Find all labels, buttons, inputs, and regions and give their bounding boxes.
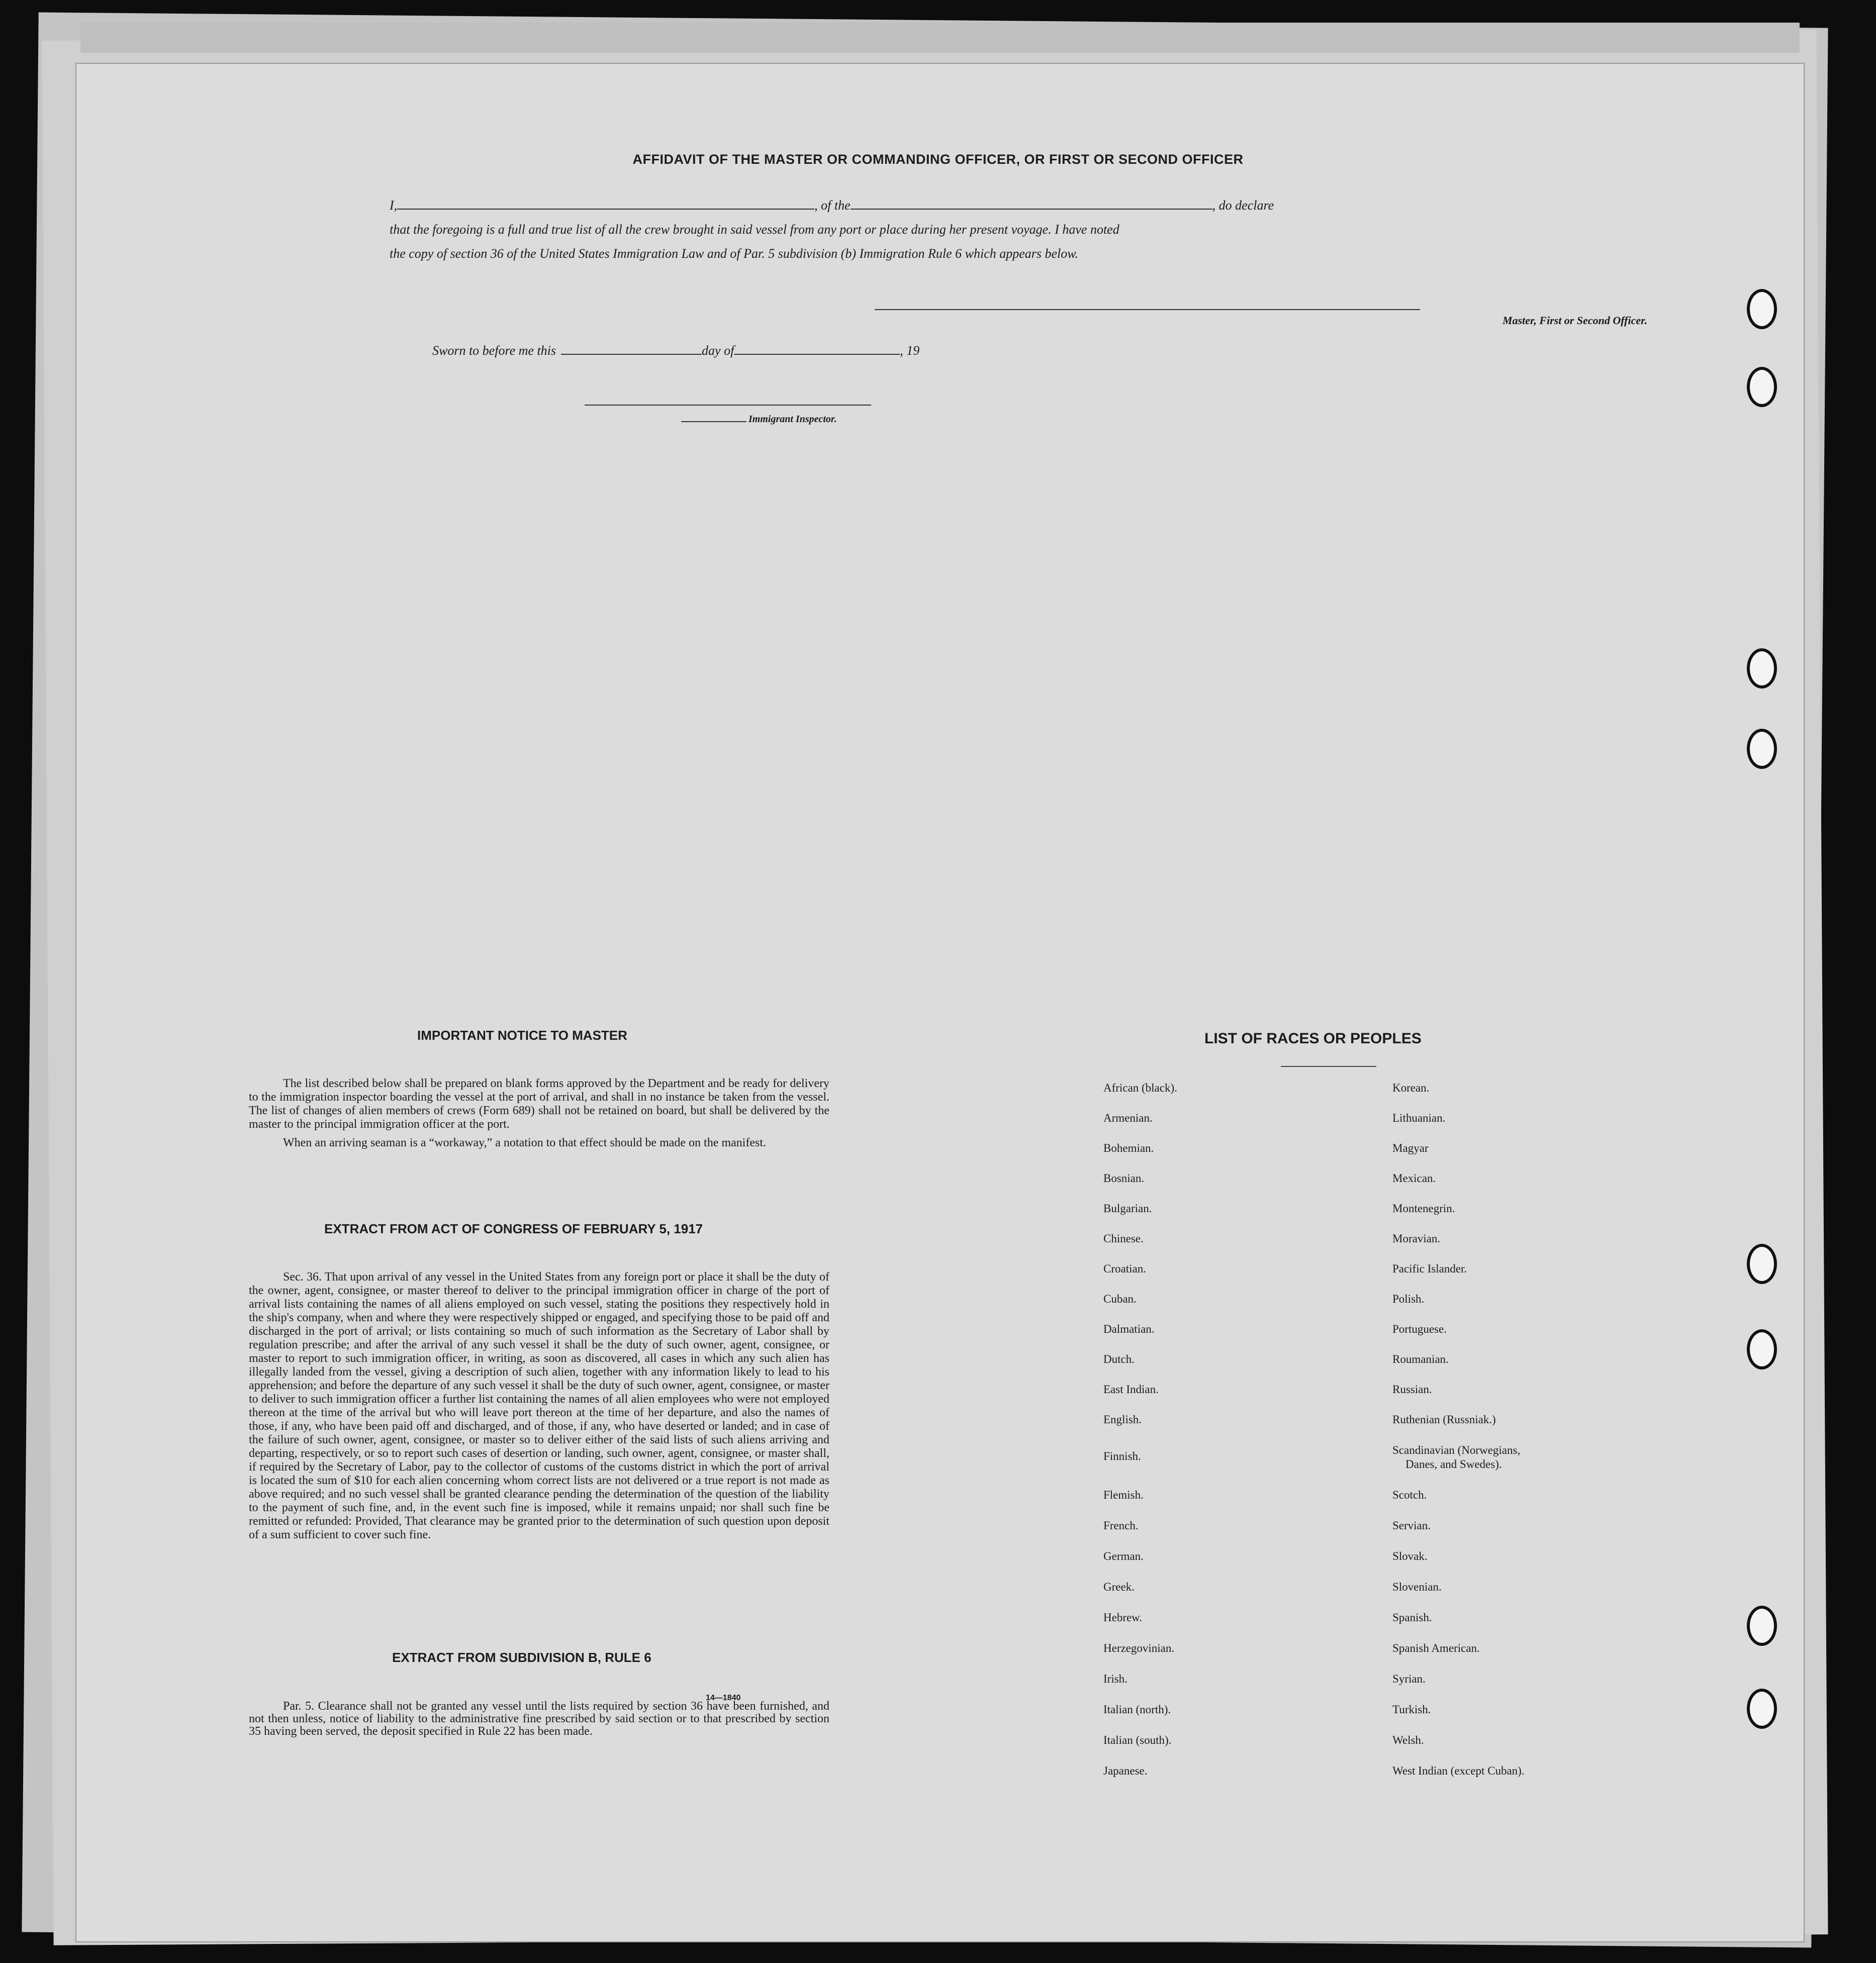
rule-body <box>249 1700 829 1743</box>
race-item: Turkish. <box>1392 1703 1431 1716</box>
notice-title: IMPORTANT NOTICE TO MASTER <box>417 1028 627 1043</box>
race-item: Russian. <box>1392 1383 1432 1396</box>
race-item: French. <box>1103 1519 1139 1532</box>
race-item: Portuguese. <box>1392 1323 1447 1335</box>
binder-ring-icon <box>1747 1606 1777 1646</box>
binder-rings <box>1704 63 1805 1942</box>
race-item: African (black). <box>1103 1082 1177 1094</box>
inspector-signature-line <box>585 405 871 406</box>
act-paragraph: Sec. 36. That upon arrival of any vessel in the United States from any foreign port or place it shall be the duty of the owner, agent, consignee, or master thereof to deliver to the principal immigration officer in charge of the port of arrival lists containing the names of all aliens employed on such vessel, stating the positions they respectively hold in the ship's company, when and where they were respectively shipped or engaged, and specifying those to be paid off and discharged in the port of arrival; or lists containing so much of such information as the Secretary of Labor shall by regulation prescribe; and after the arrival of any such vessel it shall be the duty of such owner, agent, consignee, or master to report to such immigration officer, in writing, as soon as discovered, all cases in which any such alien has illegally landed from the vessel, giving a description of such alien, together with any information likely to lead to his apprehension; and before the departure of any such vessel it shall be the duty of such owner, agent, consignee, or master to deliver to such immigration officer a further list containing the names of all alien employees who were not employed thereon at the time of the arrival but who will leave port thereon at the time of her departure, and also the names of those, if any, who have been paid off and discharged, and of those, if any, who have deserted or landed; and in case of the failure of such owner, agent, consignee, or master so to deliver either of the said lists of such aliens arriving and departing, respectively, or so to report such cases of desertion or landing, such owner, agent, consignee, or master shall, if required by the Secretary of Labor, pay to the collector of customs of the customs district in which the port of arrival is located the sum of $10 for each alien concerning whom correct lists are not delivered or a true report is not made as above required; and no such vessel shall be granted clearance pending the determination of the question of the liability to the payment of such fine, and, in the event such fine is imposed, while it remains unpaid; nor shall such fine be remitted or refunded: Provided, That clearance may be granted prior to the determination of such question upon deposit of a sum sufficient to cover such fine. <box>249 1270 829 1541</box>
race-item: Italian (south). <box>1103 1734 1172 1746</box>
act-title: EXTRACT FROM ACT OF CONGRESS OF FEBRUARY 5, 1917 <box>324 1221 703 1236</box>
race-item: Lithuanian. <box>1392 1112 1446 1124</box>
race-item: Roumanian. <box>1392 1353 1449 1365</box>
race-item-continued: Danes, and Swedes). <box>1405 1458 1502 1470</box>
race-item: Magyar <box>1392 1142 1429 1154</box>
binder-ring-icon <box>1747 1329 1777 1369</box>
race-item: Montenegrin. <box>1392 1202 1455 1215</box>
notice-body <box>249 1077 829 1155</box>
race-item: Flemish. <box>1103 1489 1144 1501</box>
form-code: 14—1840 <box>706 1694 741 1702</box>
race-item: Dalmatian. <box>1103 1323 1155 1335</box>
binder-ring-icon <box>1747 1689 1777 1729</box>
affidavit-text <box>390 193 1460 266</box>
binder-ring-icon <box>1747 648 1777 689</box>
act-body <box>249 1270 829 1547</box>
race-item: Ruthenian (Russniak.) <box>1392 1413 1496 1426</box>
affidavit-line1-start: I, <box>390 198 398 213</box>
race-item: Greek. <box>1103 1581 1135 1593</box>
race-item: Dutch. <box>1103 1353 1135 1365</box>
rule-paragraph: Par. 5. Clearance shall not be granted any vessel until the lists required by section 36 have been furnished, and not then unless, notice of liability to the administrative fine prescribed by said section or to that prescribed by section 35 having been served, the deposit specified in Rule 22 has been made. <box>249 1700 829 1738</box>
race-item: Bohemian. <box>1103 1142 1154 1154</box>
binder-ring-icon <box>1747 1244 1777 1284</box>
race-item: Cuban. <box>1103 1293 1137 1305</box>
race-item: Pacific Islander. <box>1392 1262 1467 1275</box>
signature-label: Master, First or Second Officer. <box>1502 314 1647 327</box>
binder-ring-icon <box>1747 729 1777 769</box>
month-blank <box>734 342 900 355</box>
race-item: Herzegovinian. <box>1103 1642 1175 1654</box>
race-item: Slovenian. <box>1392 1581 1442 1593</box>
race-item: Polish. <box>1392 1293 1425 1305</box>
race-item: Bosnian. <box>1103 1172 1145 1185</box>
vessel-blank <box>851 197 1212 210</box>
race-item: Bulgarian. <box>1103 1202 1152 1215</box>
race-item: Syrian. <box>1392 1673 1426 1685</box>
sworn-mid: day of <box>702 343 734 358</box>
affidavit-line2: that the foregoing is a full and true list of all the crew brought in said vessel from any port or place during her present voyage. I have noted <box>390 222 1119 237</box>
affidavit-title: AFFIDAVIT OF THE MASTER OR COMMANDING OFFICER, OR FIRST OR SECOND OFFICER <box>632 152 1244 167</box>
affidavit-line1-mid: , of the <box>814 198 851 213</box>
race-item: Slovak. <box>1392 1550 1428 1562</box>
race-item: Chinese. <box>1103 1232 1144 1245</box>
race-item: Irish. <box>1103 1673 1128 1685</box>
races-title: LIST OF RACES OR PEOPLES <box>1204 1030 1422 1047</box>
binder-ring-icon <box>1747 289 1777 329</box>
top-page-edge <box>80 23 1800 53</box>
affidavit-line3: the copy of section 36 of the United States Immigration Law and of Par. 5 subdivision (b) Immigration Rule 6 which appears below. <box>390 246 1079 261</box>
race-item: English. <box>1103 1413 1142 1426</box>
race-item: German. <box>1103 1550 1144 1562</box>
name-blank <box>397 197 814 210</box>
notice-paragraph: When an arriving seaman is a “workaway,” a notation to that effect should be made on the manifest. <box>283 1136 766 1149</box>
rule-title: EXTRACT FROM SUBDIVISION B, RULE 6 <box>392 1650 651 1665</box>
race-item: Servian. <box>1392 1519 1431 1532</box>
race-item: Scotch. <box>1392 1489 1427 1501</box>
sworn-end: , 19 <box>900 343 920 358</box>
race-item: Japanese. <box>1103 1764 1148 1777</box>
race-item: East Indian. <box>1103 1383 1159 1396</box>
day-blank <box>561 342 702 355</box>
affidavit-line1-end: , do declare <box>1212 198 1274 213</box>
race-item: Mexican. <box>1392 1172 1436 1185</box>
races-title-rule <box>1281 1066 1376 1067</box>
race-item: Italian (north). <box>1103 1703 1171 1716</box>
document-sheet <box>75 63 1805 1942</box>
race-item: Korean. <box>1392 1082 1430 1094</box>
signature-line <box>875 309 1420 310</box>
race-item: Spanish. <box>1392 1611 1432 1624</box>
race-item: Armenian. <box>1103 1112 1153 1124</box>
notice-paragraph: The list described below shall be prepared on blank forms approved by the Department and be ready for delivery to the immigration inspector boarding the vessel at the port of arrival, and shall in no instance be taken from the vessel. The list of changes of alien members of crews (Form 689) shall not be retained on board, but shall be delivered by the master to the principal immigration officer at the port. <box>249 1077 829 1131</box>
inspector-label: Immigrant Inspector. <box>681 413 837 425</box>
binder-ring-icon <box>1747 367 1777 407</box>
race-item: Scandinavian (Norwegians, <box>1392 1444 1521 1456</box>
race-item: Finnish. <box>1103 1450 1141 1462</box>
race-item: Spanish American. <box>1392 1642 1480 1654</box>
race-item: Croatian. <box>1103 1262 1146 1275</box>
race-item: Hebrew. <box>1103 1611 1143 1624</box>
race-item: West Indian (except Cuban). <box>1392 1764 1525 1777</box>
sworn-statement <box>432 342 919 358</box>
race-item: Moravian. <box>1392 1232 1441 1245</box>
sworn-prefix: Sworn to before me this <box>432 343 556 358</box>
race-item: Welsh. <box>1392 1734 1424 1746</box>
